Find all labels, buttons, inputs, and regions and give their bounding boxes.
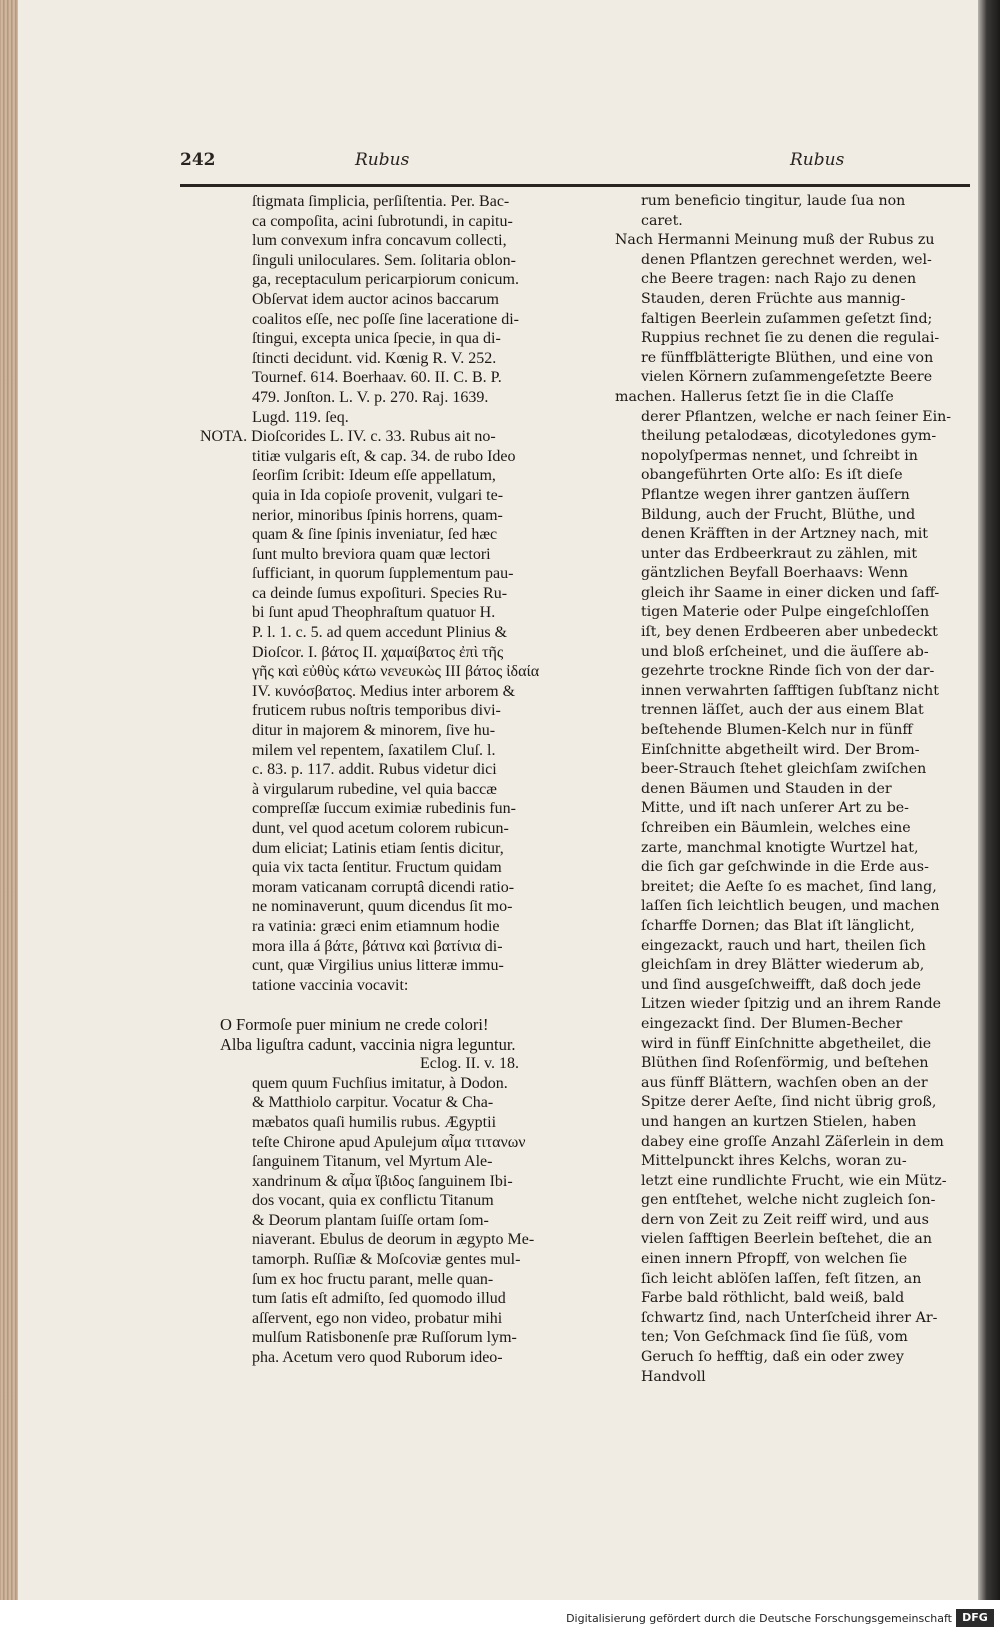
text-line: innen verwahrten ſafftigen ſubſtanz nicht (641, 682, 939, 699)
text-line: quem quum Fuchſius imitatur, à Dodon. (252, 1074, 508, 1092)
text-line: denen Bäumen und Stauden in der (641, 780, 892, 797)
text-line: nopolyſpermas nennet, und ſchreibt in (641, 447, 918, 464)
text-line: niaverant. Ebulus de deorum in ægypto Me- (252, 1231, 535, 1249)
text-line: re fünffblätterigte Blüthen, und eine von (641, 349, 934, 366)
text-line: laſſen ſich leichtlich beugen, und machen (641, 898, 940, 915)
text-line: caret. (641, 212, 683, 229)
running-title-left: Rubus (355, 150, 410, 170)
text-line: einen innern Pfropff, von welchen ſie (641, 1251, 908, 1268)
text-line: tamorph. Ruſſiæ & Moſcoviæ gentes mul- (252, 1251, 521, 1269)
text-line: zarte, manchmal knotigte Wurtzel hat, (641, 839, 919, 856)
text-line: ſunt multo breviora quam quæ lectori (252, 545, 491, 563)
text-line: dos vocant, quia ex conflictu Titanum (252, 1192, 494, 1210)
text-line: γῆς καὶ εὐθὺς κάτω νενευκὼς III βάτος ἰδαία (252, 663, 540, 681)
text-line: Bildung, auch der Frucht, Blüthe, und (641, 506, 916, 523)
text-line: O Formoſe puer minium ne crede colori! (220, 1014, 489, 1034)
text-line: milem vel repentem, ſaxatilem Cluſ. l. (252, 741, 496, 759)
text-line: faltigen Beerlein zuſammen geſetzt ſind; (641, 310, 933, 327)
text-line: NOTA. Dioſcorides L. IV. c. 33. Rubus ait no- (200, 428, 496, 446)
text-line: denen Kräfften in der Artzney nach, mit (641, 526, 928, 543)
text-line: gezehrte trockne Rinde ſich von der dar- (641, 663, 935, 680)
text-line: breitet; die Aeſte ſo es machet, ſind lang, (641, 878, 937, 895)
text-line: Geruch ſo hefftig, daß ein oder zwey (641, 1349, 904, 1366)
text-line: Pflantze wegen ihrer gantzen äuſſern (641, 486, 910, 503)
running-header (180, 150, 970, 174)
text-line: denen Pflantzen gerechnet werden, wel- (641, 251, 932, 268)
text-line: ca deinde ſumus expoſituri. Species Ru- (252, 584, 508, 602)
text-line: & Deorum plantam ſuiſſe ortam ſom- (252, 1211, 489, 1229)
text-line: dabey eine groſſe Anzahl Zäſerlein in dem (641, 1133, 944, 1150)
text-line: nerior, minoribus ſpinis horrens, quam- (252, 506, 503, 524)
text-line: coalitos eſſe, nec poſſe ſine laceratione di- (252, 310, 519, 328)
text-line: ca compoſita, acini ſubrotundi, in capitu- (252, 212, 513, 230)
text-line: rum beneficio tingitur, laude ſua non (641, 193, 906, 209)
text-line: ditur in majorem & minorem, ſive hu- (252, 722, 496, 740)
text-line: beer-Strauch ſtehet gleichſam zwiſchen (641, 761, 927, 778)
dfg-logo: DFG (956, 1609, 994, 1627)
text-line: trennen läſſet, auch der aus einem Blat (641, 702, 924, 719)
text-line: mulſum Ratisbonenſe præ Ruſſorum lym- (252, 1329, 517, 1347)
text-line: mæbatos quaſi humilis rubus. Ægyptii (252, 1113, 497, 1131)
text-line: derer Pflantzen, welche er nach ſeiner Ein- (641, 408, 952, 425)
text-line: Ruppius rechnet ſie zu denen die regulai- (641, 330, 940, 347)
text-line: Nach Hermanni Meinung muß der Rubus zu (615, 232, 935, 249)
text-line: gleich ihr Saame in einer dicken und ſaff- (641, 584, 940, 601)
text-line: ſchreiben ein Bäumlein, welches eine (641, 820, 911, 836)
text-line: ſtingui, excepta unica ſpecie, in qua di- (252, 330, 501, 348)
text-line: theilung petalodæas, dicotyledones gym- (641, 428, 937, 445)
text-line: & Matthiolo carpitur. Vocatur & Cha- (252, 1094, 494, 1112)
text-line: IV. κυνόσβατος. Medius inter arborem & (252, 682, 516, 700)
text-line: ſchwartz ſind, nach Unterſcheid ihrer Ar- (641, 1309, 938, 1326)
book-page-edge-left (0, 0, 18, 1634)
text-line: ra vatinia: græci enim etiamnum hodie (252, 917, 500, 935)
text-line: ga, receptaculum pericarpiorum conicum. (252, 271, 519, 289)
text-line: Dioſcor. I. βάτος II. χαμαίβατος ἐπὶ τῆς (252, 643, 504, 661)
text-line: dunt, vel quod acetum colorem rubicun- (252, 820, 509, 837)
text-line: ten; Von Geſchmack ſind ſie ſüß, vom (641, 1329, 908, 1346)
text-line: tigen Materie oder Pulpe eingeſchloſſen (641, 604, 930, 621)
text-line: c. 83. p. 117. addit. Rubus videtur dici (252, 761, 497, 779)
text-line: ſtigmata ſimplicia, perſiſtentia. Per. Bac- (252, 193, 510, 210)
text-line: beſtehende Blumen-Kelch nur in fünff (641, 722, 913, 739)
text-line: ſich leicht ablöſen laſſen, feſt ſitzen, an (641, 1270, 922, 1287)
text-line: dum eliciat; Latinis etiam ſentis dicitur, (252, 839, 504, 857)
page-number: 242 (180, 150, 216, 170)
text-line: und ſind ausgeſchweifft, daß doch jede (641, 976, 921, 993)
text-line: ſanguinem Titanum, vel Myrtum Ale- (252, 1153, 493, 1171)
text-line: machen. Hallerus ſetzt ſie in die Claſſe (615, 388, 894, 405)
text-line: tatione vaccinia vocavit: (252, 976, 409, 994)
text-line: Mittelpunckt ihres Kelchs, woran zu- (641, 1153, 907, 1170)
text-line: gen entſtehet, welche nicht zugleich ſon- (641, 1192, 936, 1209)
text-line: moram vaticanam corruptâ dicendi ratio- (252, 878, 515, 896)
text-line: vielen ſafftigen Beerlein beſtehet, die an (641, 1231, 933, 1248)
text-line: Obſervat idem auctor acinos baccarum (252, 290, 499, 308)
digitization-credit: Digitalisierung gefördert durch die Deutsche Forschungsgemeinschaft (566, 1612, 952, 1625)
text-line: bi ſunt apud Theophraſtum quatuor H. (252, 604, 496, 622)
text-line: 479. Jonſton. L. V. p. 270. Raj. 1639. (252, 388, 489, 406)
text-line: ſinguli uniloculares. Sem. ſolitaria oblon- (252, 251, 516, 269)
text-line: quam & ſine ſpinis inveniatur, ſed hæc (252, 526, 498, 544)
text-line: dern von Zeit zu Zeit reiff wird, und aus (641, 1211, 929, 1228)
digitization-footer (0, 1600, 1000, 1634)
text-line: Mitte, und iſt nach unſerer Art zu be- (641, 800, 909, 817)
text-line: letzt eine rundlichte Frucht, wie ein Mütz- (641, 1172, 947, 1189)
text-line: quia vix tacta ſentitur. Fructum quidam (252, 859, 502, 877)
book-binding-edge-right (978, 0, 1000, 1600)
text-line: iſt, bey denen Erdbeeren aber unbedeckt (641, 624, 938, 641)
text-line: eingezackt ſind. Der Blumen-Becher (641, 1015, 903, 1032)
text-line: aus fünff Blättern, wachſen oben an der (641, 1074, 928, 1091)
text-line: lum convexum infra concavum collecti, (252, 232, 507, 250)
text-line: quia in Ida copioſe provenit, vulgari te- (252, 486, 504, 504)
text-line: compreſſæ ſuccum eximiæ rubedinis fun- (252, 800, 516, 818)
text-line: aſſervent, ego non video, probatur mihi (252, 1309, 503, 1327)
text-line: teſte Chirone apud Apulejum αἷμα τιτανων (252, 1133, 526, 1151)
text-line: Stauden, deren Früchte aus mannig- (641, 290, 906, 307)
text-line: ne nominaverunt, quum dicendus ſit mo- (252, 898, 513, 916)
latin-text-column (200, 192, 590, 1368)
text-line: vielen Körnern zuſammengeſetzte Beere (641, 369, 933, 386)
text-line: mora illa á βάτε, βάτινα καὶ βατίνια di- (252, 937, 503, 955)
text-line: P. l. 1. c. 5. ad quem accedunt Plinius & (252, 624, 508, 642)
text-line: eingezackt, rauch und hart, theilen ſich (641, 937, 926, 954)
text-line: Einſchnitte abgetheilt wird. Der Brom- (641, 741, 920, 758)
text-line: xandrinum & αἷμα ἴβιδος ſanguinem Ibi- (252, 1172, 513, 1190)
text-line: cunt, quæ Virgilius unius litteræ immu- (252, 957, 504, 975)
german-text-column (615, 192, 970, 1387)
text-line: unter das Erdbeerkraut zu zählen, mit (641, 545, 918, 562)
text-line: wird in fünff Einſchnitte abgetheilet, die (641, 1035, 932, 1052)
text-line: ſtincti decidunt. vid. Kœnig R. V. 252. (252, 349, 497, 367)
text-line: gleichſam in drey Blätter wiederum ab, (641, 957, 925, 974)
text-line: die ſich gar geſchwinde in die Erde aus- (641, 859, 929, 876)
text-line: pha. Acetum vero quod Ruborum ideo- (252, 1349, 503, 1367)
text-line: Blüthen ſind Roſenförmig, und beſtehen (641, 1055, 929, 1072)
text-line: ſcharffe Dornen; das Blat iſt länglicht, (641, 917, 915, 934)
text-line: obangeführten Orte alſo: Es iſt dieſe (641, 467, 903, 484)
text-line: Litzen wieder ſpitzig und an ihrem Rande (641, 996, 942, 1013)
text-line: und hangen an kurtzen Stielen, haben (641, 1113, 917, 1130)
text-line: che Beere tragen: nach Rajo zu denen (641, 271, 917, 288)
text-line: tum ſatis eſt admiſto, ſed quomodo illud (252, 1290, 506, 1308)
text-line: fruticem rubus noſtris temporibus divi- (252, 702, 501, 720)
text-line: Farbe bald röthlicht, bald weiß, bald (641, 1290, 905, 1307)
running-title-right: Rubus (790, 150, 845, 170)
text-line: und bloß erſcheinet, und die äuſſere ab- (641, 643, 929, 660)
text-line: Tournef. 614. Boerhaav. 60. II. C. B. P. (252, 369, 502, 387)
text-line: ſeorſim ſcribit: Ideum eſſe appellatum, (252, 467, 496, 485)
text-line: ſufficiant, in quorum ſupplementum pau- (252, 565, 514, 583)
text-line: Alba liguſtra cadunt, vaccinia nigra leguntur. (220, 1034, 516, 1054)
header-rule (180, 184, 970, 187)
text-line: Spitze derer Aeſte, ſind nicht übrig groß, (641, 1094, 937, 1111)
text-line: gäntzlichen Beyfall Boerhaavs: Wenn (641, 565, 909, 582)
text-line: ſum ex hoc fructu parant, melle quan- (252, 1270, 494, 1288)
text-line (200, 995, 590, 1015)
text-line: à virgularum rubedine, vel quia baccæ (252, 780, 497, 798)
text-line: titiæ vulgaris eſt, & cap. 34. de rubo Ideo (252, 447, 516, 465)
text-line: Eclog. II. v. 18. (420, 1055, 519, 1073)
text-line: Handvoll (641, 1368, 706, 1385)
text-line: Lugd. 119. ſeq. (252, 408, 349, 426)
